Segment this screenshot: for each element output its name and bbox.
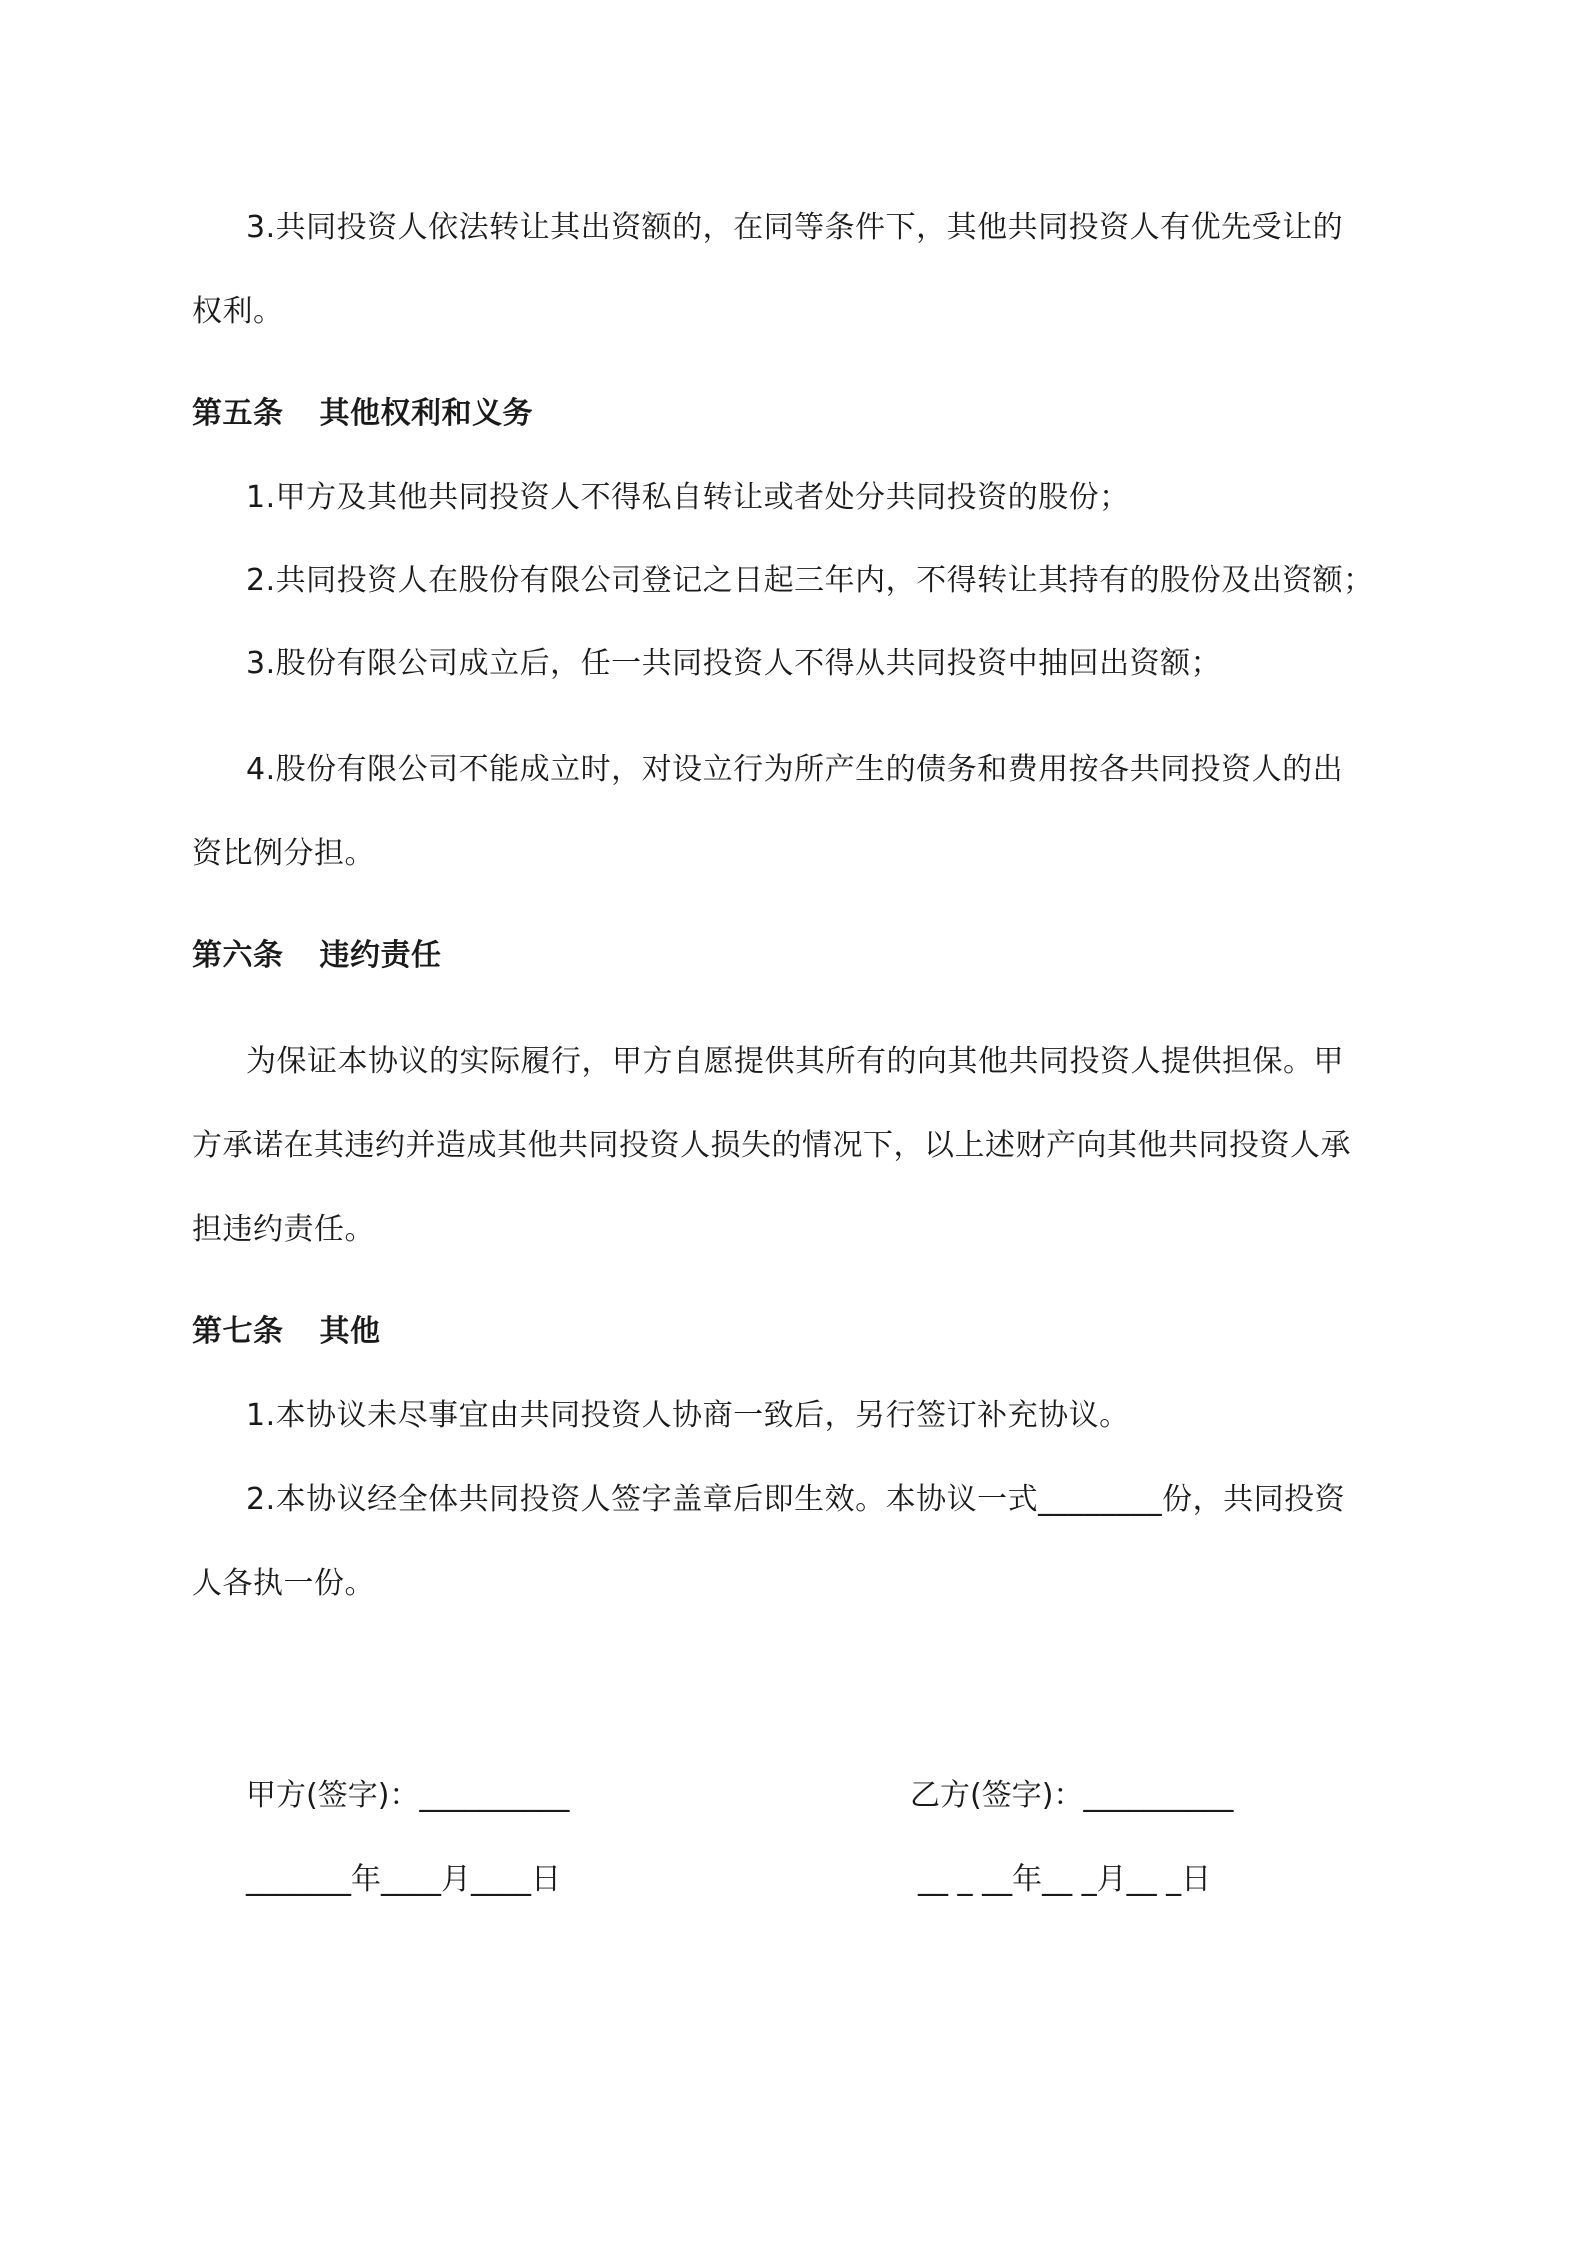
article-title: 其他 — [319, 1314, 381, 1349]
paragraph-line: 方承诺在其违约并造成其他共同投资人损失的情况下，以上述财产向其他共同投资人承 — [192, 1128, 1351, 1163]
article-heading-6 — [192, 936, 442, 976]
paragraph-line: 为保证本协议的实际履行，甲方自愿提供其所有的向其他共同投资人提供担保。甲 — [246, 1044, 1344, 1079]
party-b-signature: 乙方(签字)：__________ — [910, 1778, 1234, 1813]
article-heading-5 — [192, 394, 533, 434]
list-item: 2.本协议经全体共同投资人签字盖章后即生效。本协议一式________份，共同投资 — [246, 1482, 1346, 1517]
party-a-signature: 甲方(签字)：__________ — [246, 1778, 570, 1813]
paragraph-line: 担违约责任。 — [192, 1212, 375, 1247]
paragraph-line: 人各执一份。 — [192, 1566, 375, 1601]
article-title: 违约责任 — [319, 938, 442, 973]
paragraph-line: 权利。 — [192, 294, 284, 329]
article-number: 第六条 — [192, 938, 284, 973]
party-a-date: _______年____月____日 — [246, 1862, 561, 1897]
article-heading-7 — [192, 1312, 381, 1352]
list-item: 1.本协议未尽事宜由共同投资人协商一致后，另行签订补充协议。 — [246, 1398, 1130, 1433]
article-number: 第五条 — [192, 396, 284, 431]
paragraph-line: 3.共同投资人依法转让其出资额的，在同等条件下，其他共同投资人有优先受让的 — [246, 210, 1344, 245]
party-b-date: __ _ __年__ _月__ _日 — [918, 1862, 1212, 1897]
article-number: 第七条 — [192, 1314, 284, 1349]
list-item: 4.股份有限公司不能成立时，对设立行为所产生的债务和费用按各共同投资人的出 — [246, 752, 1344, 787]
article-title: 其他权利和义务 — [319, 396, 533, 431]
list-item: 1.甲方及其他共同投资人不得私自转让或者处分共同投资的股份； — [246, 480, 1130, 515]
list-item: 3.股份有限公司成立后，任一共同投资人不得从共同投资中抽回出资额； — [246, 646, 1222, 681]
list-item: 2.共同投资人在股份有限公司登记之日起三年内，不得转让其持有的股份及出资额； — [246, 563, 1374, 598]
paragraph-line: 资比例分担。 — [192, 836, 375, 871]
